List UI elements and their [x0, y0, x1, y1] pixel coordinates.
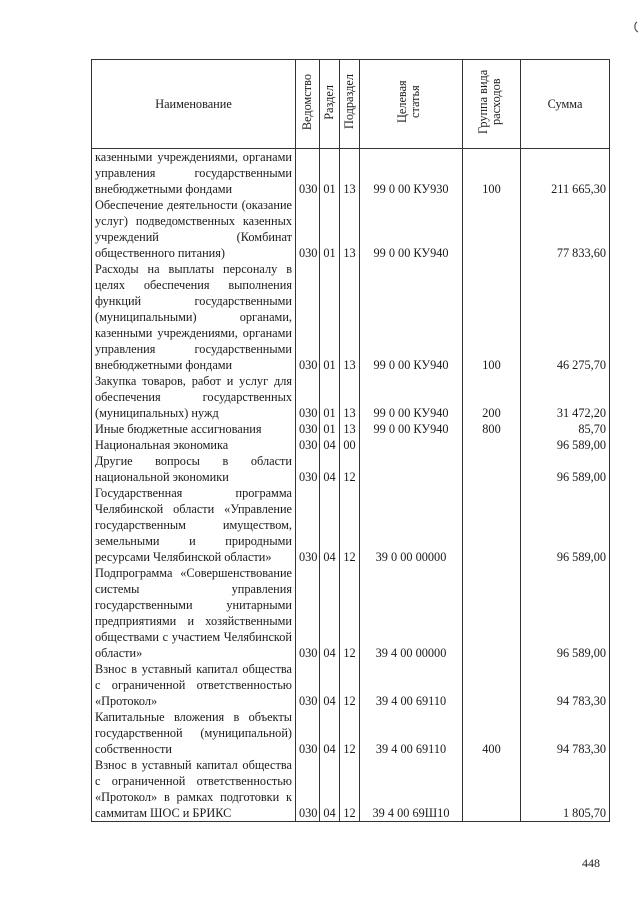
table-row	[92, 453, 610, 485]
row-name: Капитальные вложения в объекты государственной (муниципальной) собственности	[92, 709, 296, 757]
header-name: Наименование	[92, 60, 296, 149]
row-vedomstvo: 030	[296, 437, 320, 453]
row-sum: 94 783,30	[521, 709, 610, 757]
row-podrazdel: 13	[340, 373, 360, 421]
row-sum: 96 589,00	[521, 453, 610, 485]
table-row	[92, 757, 610, 822]
row-razdel: 04	[320, 757, 340, 822]
row-podrazdel: 13	[340, 149, 360, 198]
row-sum: 96 589,00	[521, 437, 610, 453]
header-group: Группа вида расходов	[463, 60, 521, 149]
row-podrazdel: 12	[340, 453, 360, 485]
row-name: Национальная экономика	[92, 437, 296, 453]
row-podrazdel: 12	[340, 757, 360, 822]
row-name: Иные бюджетные ассигнования	[92, 421, 296, 437]
row-vedomstvo: 030	[296, 485, 320, 565]
header-target: Целевая статья	[360, 60, 463, 149]
row-sum: 31 472,20	[521, 373, 610, 421]
row-vedomstvo: 030	[296, 261, 320, 373]
row-razdel: 04	[320, 437, 340, 453]
row-group	[463, 197, 521, 261]
row-group	[463, 453, 521, 485]
row-target: 39 4 00 69Ш10	[360, 757, 463, 822]
row-target: 99 0 00 КУ930	[360, 149, 463, 198]
row-sum: 46 275,70	[521, 261, 610, 373]
row-podrazdel: 12	[340, 485, 360, 565]
row-vedomstvo: 030	[296, 149, 320, 198]
table-row	[92, 437, 610, 453]
header-vedomstvo: Ведомство	[296, 60, 320, 149]
row-podrazdel: 13	[340, 197, 360, 261]
row-group: 100	[463, 261, 521, 373]
row-razdel: 01	[320, 421, 340, 437]
row-sum: 211 665,30	[521, 149, 610, 198]
table-row	[92, 261, 610, 373]
row-target: 39 4 00 00000	[360, 565, 463, 661]
table-row	[92, 661, 610, 709]
row-group	[463, 757, 521, 822]
row-razdel: 04	[320, 453, 340, 485]
row-podrazdel: 12	[340, 661, 360, 709]
row-vedomstvo: 030	[296, 709, 320, 757]
row-group	[463, 485, 521, 565]
table-row	[92, 149, 610, 198]
table-row	[92, 709, 610, 757]
row-target: 99 0 00 КУ940	[360, 373, 463, 421]
row-razdel: 01	[320, 149, 340, 198]
row-name: казенными учреждениями, органами управления государственными внебюджетными фондами	[92, 149, 296, 198]
table-row	[92, 197, 610, 261]
row-razdel: 04	[320, 565, 340, 661]
row-podrazdel: 12	[340, 565, 360, 661]
row-name: Другие вопросы в области национальной экономики	[92, 453, 296, 485]
row-razdel: 04	[320, 485, 340, 565]
page-number: 448	[582, 856, 600, 870]
table-row	[92, 373, 610, 421]
header-sum: Сумма	[521, 60, 610, 149]
row-target: 39 0 00 00000	[360, 485, 463, 565]
row-target: 39 4 00 69110	[360, 709, 463, 757]
row-target	[360, 437, 463, 453]
table-body	[92, 149, 610, 822]
row-vedomstvo: 030	[296, 565, 320, 661]
row-name: Государственная программа Челябинской области «Управление государственным имуществом, земельными и природными ресурсами Челябинской области»	[92, 485, 296, 565]
row-vedomstvo: 030	[296, 757, 320, 822]
header-podrazdel: Подраздел	[340, 60, 360, 149]
row-target: 99 0 00 КУ940	[360, 261, 463, 373]
row-podrazdel: 13	[340, 261, 360, 373]
scan-edge-artifact	[631, 0, 640, 40]
row-group: 200	[463, 373, 521, 421]
row-name: Подпрограмма «Совершенствование системы управления государственными унитарными предприятиями и хозяйственными обществами с участием Челябинской области»	[92, 565, 296, 661]
row-target	[360, 453, 463, 485]
row-vedomstvo: 030	[296, 661, 320, 709]
row-target: 39 4 00 69110	[360, 661, 463, 709]
row-target: 99 0 00 КУ940	[360, 421, 463, 437]
row-name: Взнос в уставный капитал общества с ограниченной ответственностью «Протокол»	[92, 661, 296, 709]
row-vedomstvo: 030	[296, 453, 320, 485]
row-sum: 85,70	[521, 421, 610, 437]
row-sum: 1 805,70	[521, 757, 610, 822]
row-group: 400	[463, 709, 521, 757]
row-group: 800	[463, 421, 521, 437]
table-row	[92, 565, 610, 661]
budget-table	[91, 59, 610, 822]
row-razdel: 01	[320, 197, 340, 261]
table-row	[92, 421, 610, 437]
table-row	[92, 485, 610, 565]
row-sum: 96 589,00	[521, 565, 610, 661]
row-razdel: 04	[320, 661, 340, 709]
row-target: 99 0 00 КУ940	[360, 197, 463, 261]
row-sum: 77 833,60	[521, 197, 610, 261]
row-podrazdel: 00	[340, 437, 360, 453]
row-group: 100	[463, 149, 521, 198]
row-sum: 94 783,30	[521, 661, 610, 709]
row-podrazdel: 13	[340, 421, 360, 437]
row-group	[463, 437, 521, 453]
row-vedomstvo: 030	[296, 421, 320, 437]
row-name: Взнос в уставный капитал общества с ограниченной ответственностью «Протокол» в рамках подготовки к саммитам ШОС и БРИКС	[92, 757, 296, 822]
row-name: Закупка товаров, работ и услуг для обеспечения государственных (муниципальных) нужд	[92, 373, 296, 421]
row-vedomstvo: 030	[296, 197, 320, 261]
row-razdel: 01	[320, 373, 340, 421]
row-razdel: 01	[320, 261, 340, 373]
table-header	[92, 60, 610, 149]
row-group	[463, 661, 521, 709]
row-name: Обеспечение деятельности (оказание услуг) подведомственных казенных учреждений (Комбинат общественного питания)	[92, 197, 296, 261]
header-razdel: Раздел	[320, 60, 340, 149]
row-group	[463, 565, 521, 661]
row-razdel: 04	[320, 709, 340, 757]
row-vedomstvo: 030	[296, 373, 320, 421]
row-name: Расходы на выплаты персоналу в целях обеспечения выполнения функций государственными (муниципальными) органами, казенными учреждениями, органами управления государственными внебюджетными фондами	[92, 261, 296, 373]
row-sum: 96 589,00	[521, 485, 610, 565]
row-podrazdel: 12	[340, 709, 360, 757]
